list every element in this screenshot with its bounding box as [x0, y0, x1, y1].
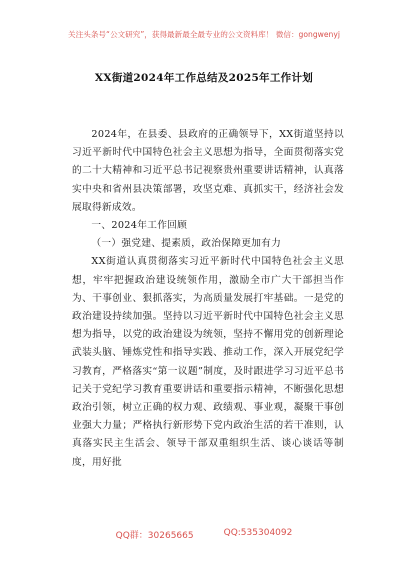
- section-heading: 一、2024年工作回顾: [91, 220, 188, 232]
- contact-footer: [0, 528, 408, 542]
- paragraph-intro: 2024年，在县委、县政府的正确领导下，XX街道坚持以习近平新时代中国特色社会主义思想为指导，全面贯彻落实党的二十大精神和习近平总书记视察贵州重要讲话精神，认真落实中央和省州县决策部署，攻坚克难、真抓实干，经济社会发展取得新成效。: [72, 129, 344, 213]
- qq-contact-number: QQ:535304092: [223, 528, 293, 538]
- document-body: [72, 126, 344, 472]
- paragraph-body: XX街道认真贯彻落实习近平新时代中国特色社会主义思想，牢牢把握政治建设统领作用，激励全市广大干部担当作为、干事创业、狠抓落实，为高质量发展打牢基础。一是党的政治建设持续加强。坚持以习近平新时代中国特色社会主义思想为指导，以党的政治建设为统领，坚持不懈用党的创新理论武装头脑、锤炼党性和指导实践、推动工作，深入开展党纪学习教育，严格落实“第一议题”制度，及时跟进学习习近平总书记关于党纪学习教育重要讲话和重要指示精神，不断强化思想政治引领，树立正确的权力观、政绩观、事业观，凝聚干事创业强大力量；严格执行新形势下党内政治生活的若干准则，认真落实民主生活会、领导干部双重组织生活、谈心谈话等制度，用好批: [72, 256, 344, 468]
- qq-group-number: QQ群：30265665: [115, 531, 194, 541]
- promo-banner: 关注头条号“公文研究”，获得最新最全最专业的公文资料库！ 微信：gongwenyj: [68, 30, 340, 39]
- document-title: XX街道2024年工作总结及2025年工作计划: [94, 72, 314, 84]
- subsection-heading: （一）强党建、提素质，政治保障更加有力: [91, 238, 282, 250]
